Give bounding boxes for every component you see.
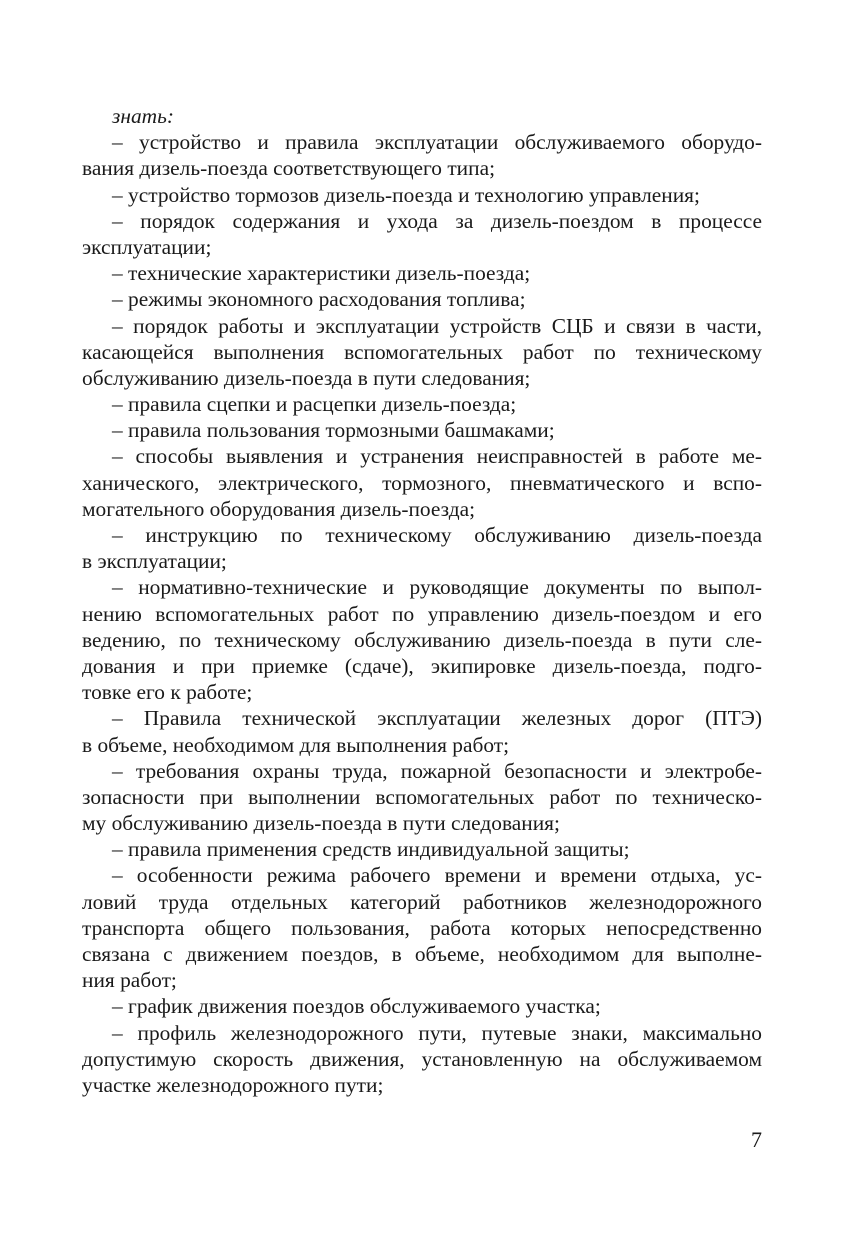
intro-heading: знать: [112,104,174,128]
list-item [82,574,762,705]
requirements-list [82,129,762,1098]
list-item-line: касающейся выполнения вспомогательных работ по техническому [82,339,762,364]
list-item-line: в эксплуатации; [82,549,227,574]
list-item-line: – правила применения средств индивидуальной защиты; [112,837,630,862]
page-number: 7 [751,1127,762,1152]
list-item-line: ловий труда отдельных категорий работников железнодорожного [82,889,762,914]
list-item-line: – правила сцепки и расцепки дизель-поезда; [112,392,517,417]
list-item-line: – режимы экономного расходования топлива; [112,287,526,312]
list-item-line: дования и при приемке (сдаче), экипировке дизель-поезда, подго- [82,653,762,678]
list-item-line: – правила пользования тормозными башмаками; [112,418,555,443]
list-item-line: связана с движением поездов, в объеме, необходимом для выполне- [82,942,762,967]
list-item-line: – профиль железнодорожного пути, путевые знаки, максимально [112,1020,762,1045]
list-item-line: – график движения поездов обслуживаемого участка; [112,994,601,1019]
list-item-line: – технические характеристики дизель-поезда; [112,261,531,286]
list-item [82,286,762,312]
list-item [82,129,762,181]
list-item-line: – порядок работы и эксплуатации устройств СЦБ и связи в части, [112,313,762,338]
list-item-line: му обслуживанию дизель-поезда в пути следования; [82,811,560,836]
list-item-line: обслуживанию дизель-поезда в пути следования; [82,365,531,390]
list-item-line: ханического, электрического, тормозного, пневматического и вспо- [82,470,762,495]
list-item-line: – устройство и правила эксплуатации обслуживаемого оборудо- [112,130,762,155]
list-item [82,705,762,757]
list-item-line: в объеме, необходимом для выполнения работ; [82,732,510,757]
list-item [82,208,762,260]
list-item-line: допустимую скорость движения, установленную на обслуживаемом [82,1046,762,1071]
list-item-line: – требования охраны труда, пожарной безопасности и электробе- [112,758,762,783]
list-item-line: транспорта общего пользования, работа которых непосредственно [82,915,762,940]
list-item [82,260,762,286]
list-item-line: товке его к работе; [82,680,253,705]
list-item-line: зопасности при выполнении вспомогательных работ по техническо- [82,784,762,809]
list-item-line: ния работ; [82,968,177,993]
list-item-line: – нормативно-технические и руководящие документы по выпол- [112,575,762,600]
list-item-line: вания дизель-поезда соответствующего типа; [82,156,496,181]
list-item [82,836,762,862]
list-item-line: ведению, по техническому обслуживанию дизель-поезда в пути сле- [82,627,762,652]
list-item [82,1020,762,1099]
list-item [82,443,762,522]
list-item [82,391,762,417]
list-item-line: – инструкцию по техническому обслуживанию дизель-поезда [112,523,762,548]
list-item-line: – Правила технической эксплуатации железных дорог (ПТЭ) [112,706,762,731]
list-item [82,417,762,443]
list-item-line: – устройство тормозов дизель-поезда и технологию управления; [112,182,700,207]
list-item [82,993,762,1019]
list-item-line: – особенности режима рабочего времени и времени отдыха, ус- [112,863,762,888]
page-body [82,103,762,1098]
list-item-line: – порядок содержания и ухода за дизель-поездом в процессе [112,208,762,233]
list-item-line: участке железнодорожного пути; [82,1072,384,1097]
list-item [82,182,762,208]
list-item-line: – способы выявления и устранения неисправностей в работе ме- [112,444,762,469]
list-item-line: могательного оборудования дизель-поезда; [82,496,476,521]
list-item [82,313,762,392]
list-item [82,522,762,574]
list-item [82,862,762,993]
list-item [82,758,762,837]
list-item-line: нению вспомогательных работ по управлению дизель-поездом и его [82,601,762,626]
list-item-line: эксплуатации; [82,234,212,259]
